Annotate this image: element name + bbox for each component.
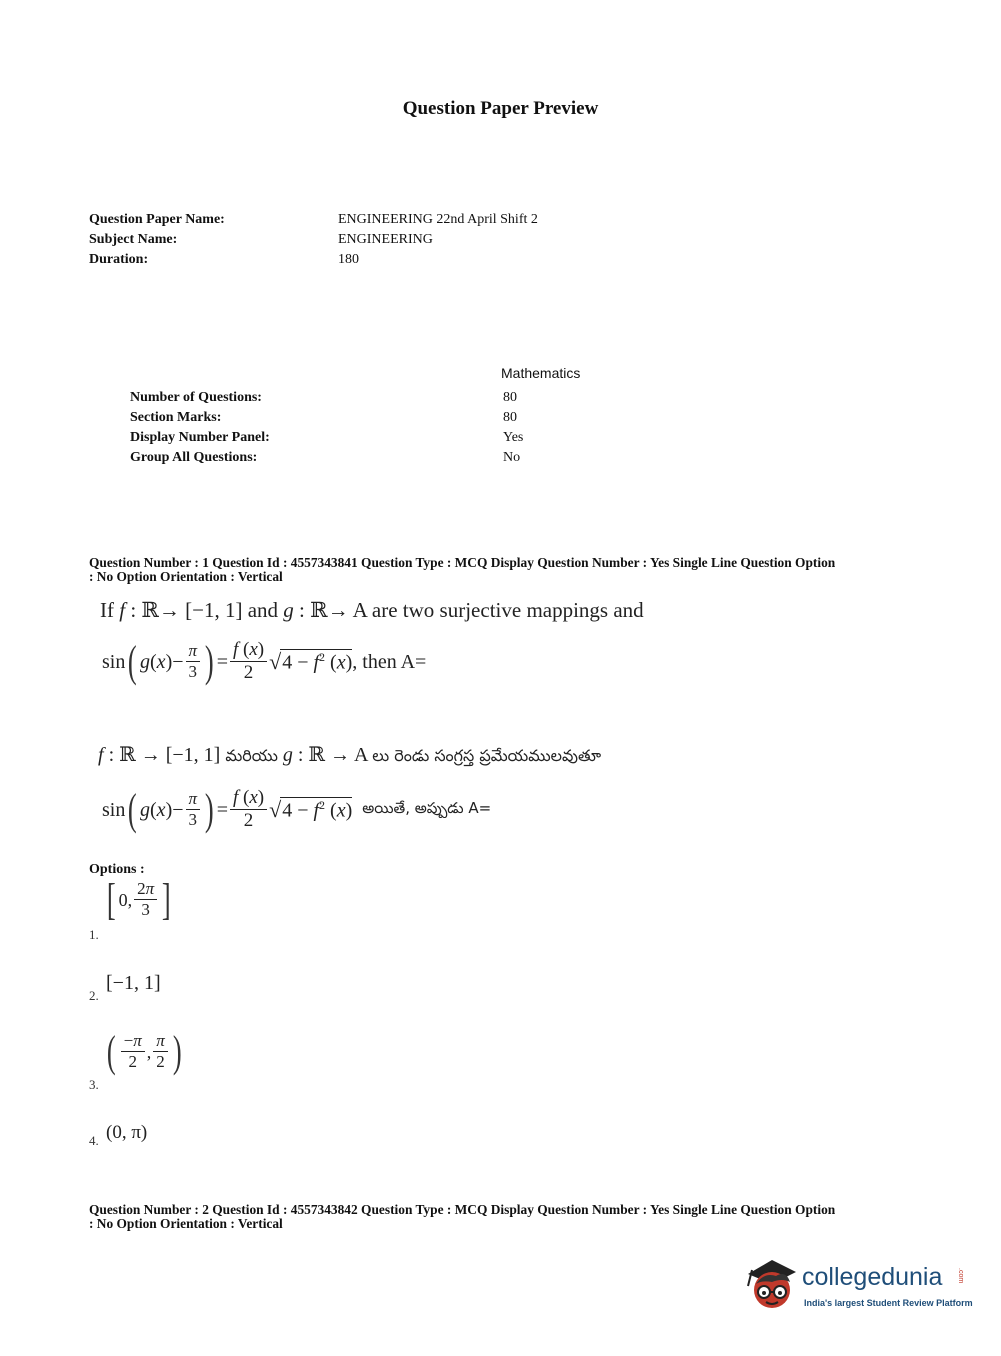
group-all-label: Group All Questions: [130,450,258,465]
option-3-number: 3. [89,1077,99,1092]
brand-tagline: India's largest Student Review Platform [804,1298,973,1308]
option-2[interactable]: [−1, 1] [106,972,161,994]
subject-name-label: Subject Name: [89,232,178,247]
option-4-number: 4. [89,1133,99,1148]
section-marks-value: 80 [503,410,517,425]
paper-name-label: Question Paper Name: [89,212,225,227]
option-2-number: 2. [89,988,99,1003]
num-questions-value: 80 [503,390,517,405]
paper-name-value: ENGINEERING 22nd April Shift 2 [338,212,538,227]
q1-english-equation: sin ( g ( x )− $\frac{\pi}{3}$ ) = $\frac{f (x)}{2}$ √ $4 - f^2$ (x) , then A= [102,637,427,686]
q1-telugu-equation: sin ( g ( x )− $\frac{\pi}{3}$ ) = $\frac{f (x)}{2}$ √ $4 - f^2$ (x) అయితే, అప్పుడు A= [102,785,492,834]
q1-telugu-line1: f : ℝ → [−1, 1] మరియు g : ℝ → A లు రెండు సంగ్రస్త ప్రమేయములవుతూ [98,744,602,766]
options-label: Options : [89,862,145,877]
display-panel-value: Yes [503,430,524,445]
duration-value: 180 [338,252,359,267]
duration-label: Duration: [89,252,149,267]
option-4[interactable]: (0, π) [106,1122,148,1143]
group-all-value: No [503,450,521,465]
option-1[interactable]: [ 0, $\frac{2\pi}{3}$ ] [106,875,171,924]
collegedunia-mascot-logo [742,1250,798,1314]
brand-name: collegedunia [802,1263,943,1291]
subject-name-value: ENGINEERING [338,232,433,247]
question-2-header: Question Number : 2 Question Id : 4557343842 Question Type : MCQ Display Question Number : Yes Single Line Question Option : No Option Orientation : Vertical [89,1202,836,1231]
option-3[interactable]: ( $\frac{-\pi}{2}$ , $\frac{\pi}{2}$ ) [106,1027,182,1076]
display-panel-label: Display Number Panel: [130,430,270,445]
section-marks-label: Section Marks: [130,410,222,425]
question-1-header: Question Number : 1 Question Id : 4557343841 Question Type : MCQ Display Question Number : Yes Single Line Question Option : No Option Orientation : Vertical [89,555,836,584]
section-name: Mathematics [501,365,581,381]
page-title: Question Paper Preview [402,98,599,119]
q1-english-line1: If f : ℝ→ [−1, 1] and g : ℝ→ A are two surjective mappings and [100,598,644,622]
option-1-number: 1. [89,927,99,942]
brand-suffix: .com [957,1268,964,1284]
num-questions-label: Number of Questions: [130,390,262,405]
